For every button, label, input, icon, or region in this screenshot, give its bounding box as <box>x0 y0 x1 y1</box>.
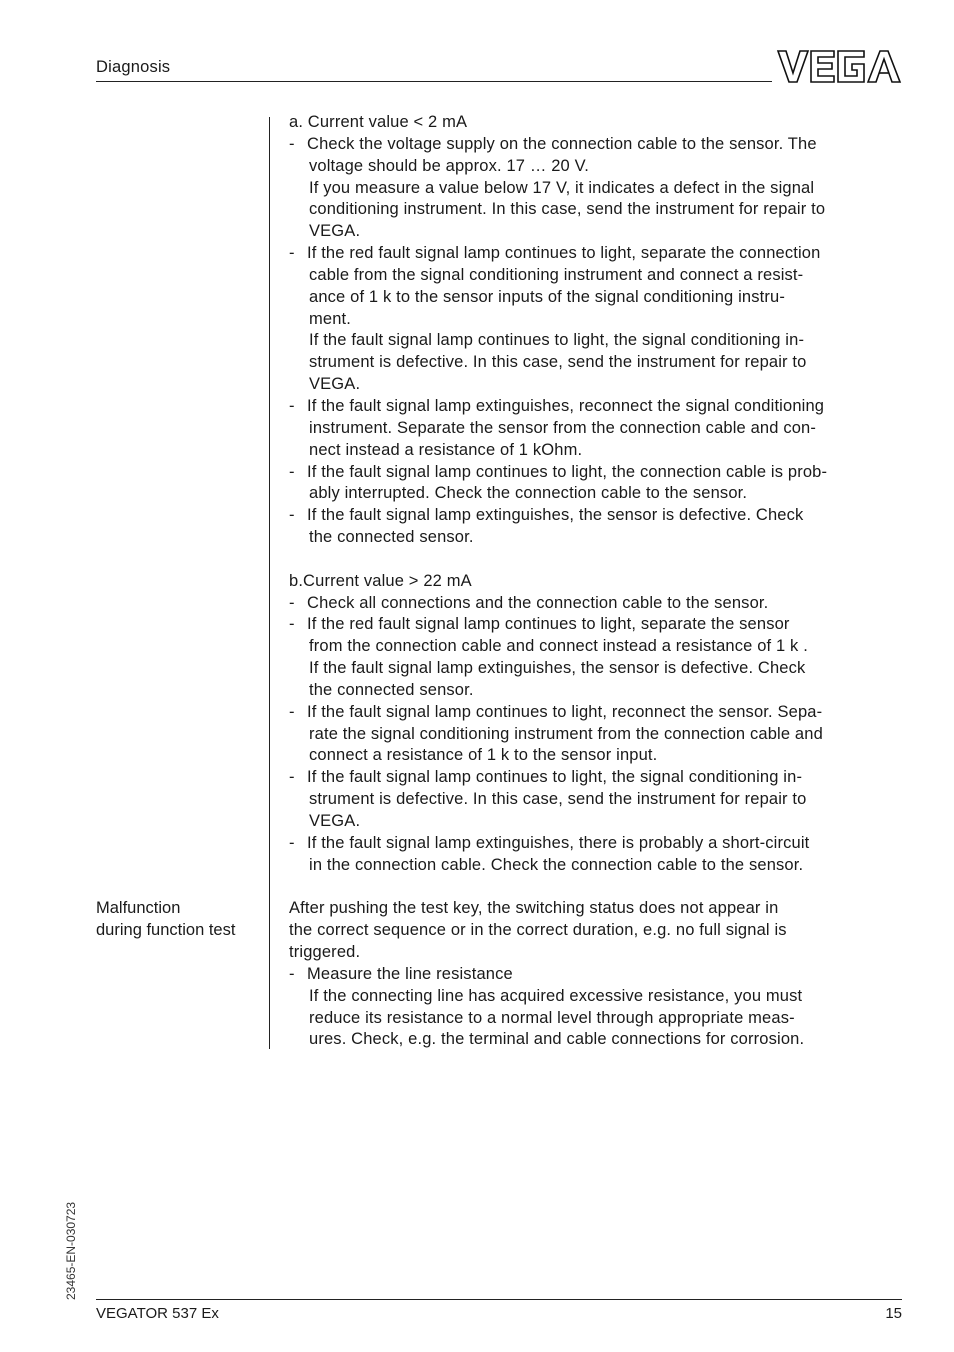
bullet-b-5: - If the fault signal lamp extinguishes, there is probably a short-circuit in the connection cable. Check the connection cable to the sensor. <box>289 833 810 874</box>
bullet-dash: - <box>289 768 295 787</box>
bullet-b-1: - Check all connections and the connection cable to the sensor. <box>289 593 905 615</box>
main-content <box>289 112 905 1051</box>
bullet-dash: - <box>289 462 295 481</box>
bullet-a-2: - If the red fault signal lamp continues to light, separate the connection cable from the signal conditioning instrument and connect a resist- ance of 1 k to the sensor inputs of the signal conditioning instru- ment. If the fault signal lamp continues to light, the signal conditioning in- strument is defective. In this case, send the instrument for repair to VEGA. <box>289 244 821 394</box>
bullet-b-2: - If the red fault signal lamp continues to light, separate the sensor from the connection cable and connect instead a resistance of 1 k . If the fault signal lamp extinguishes, the sensor is defective. Check the connected sensor. <box>289 615 808 699</box>
bullet-a-5: - If the fault signal lamp extinguishes, the sensor is defective. Check the connected sensor. <box>289 506 804 547</box>
section-c-intro: After pushing the test key, the switching status does not appear in the correct sequence or in the correct duration, e.g. no full signal is triggered. <box>289 899 787 962</box>
side-label-line: during function test <box>96 921 236 939</box>
page-number: 15 <box>885 1305 902 1322</box>
bullet-dash: - <box>289 593 295 612</box>
vega-logo <box>776 47 902 85</box>
header-divider <box>96 81 772 82</box>
footer-product-name: VEGATOR 537 Ex <box>96 1305 219 1322</box>
page-section-title: Diagnosis <box>96 58 171 76</box>
document-id: 23465-EN-030723 <box>64 1201 78 1300</box>
side-label <box>96 897 235 941</box>
section-a-heading: a. Current value < 2 mA <box>289 113 468 131</box>
bullet-c-1: - Measure the line resistance If the connecting line has acquired excessive resistance, you must reduce its resistance to a normal level through appropriate meas- ures. Check, e.g. the terminal and cable connections for corrosion. <box>289 964 805 1049</box>
section-b-heading: b.Current value > 22 mA <box>289 571 472 590</box>
bullet-dash: - <box>289 615 295 634</box>
column-divider <box>269 117 270 1049</box>
side-label-line: Malfunction <box>96 899 181 917</box>
bullet-dash: - <box>289 964 295 983</box>
bullet-dash: - <box>289 506 295 525</box>
bullet-dash: - <box>289 396 295 415</box>
bullet-dash: - <box>289 134 295 153</box>
bullet-dash: - <box>289 702 295 721</box>
bullet-dash: - <box>289 244 295 263</box>
bullet-a-1: - Check the voltage supply on the connection cable to the sensor. The voltage should be approx. 17 … 20 V. If you measure a value below 17 V, it indicates a defect in the signal conditioning instrument. In this case, send the instrument for repair to VEGA. <box>289 134 826 241</box>
bullet-a-3: - If the fault signal lamp extinguishes, reconnect the signal conditioning instrument. Separate the sensor from the connection cable and con- nect instead a resistance of 1 kOhm. <box>289 396 825 459</box>
footer-divider <box>96 1299 902 1300</box>
bullet-b-3: - If the fault signal lamp continues to light, reconnect the sensor. Sepa- rate the signal conditioning instrument from the connection cable and connect a resistance of 1 k to the sensor input. <box>289 702 823 765</box>
bullet-a-4: - If the fault signal lamp continues to light, the connection cable is prob- ably interrupted. Check the connection cable to the sensor. <box>289 462 828 503</box>
bullet-dash: - <box>289 833 295 852</box>
bullet-b-4: - If the fault signal lamp continues to light, the signal conditioning in- strument is defective. In this case, send the instrument for repair to VEGA. <box>289 768 807 830</box>
